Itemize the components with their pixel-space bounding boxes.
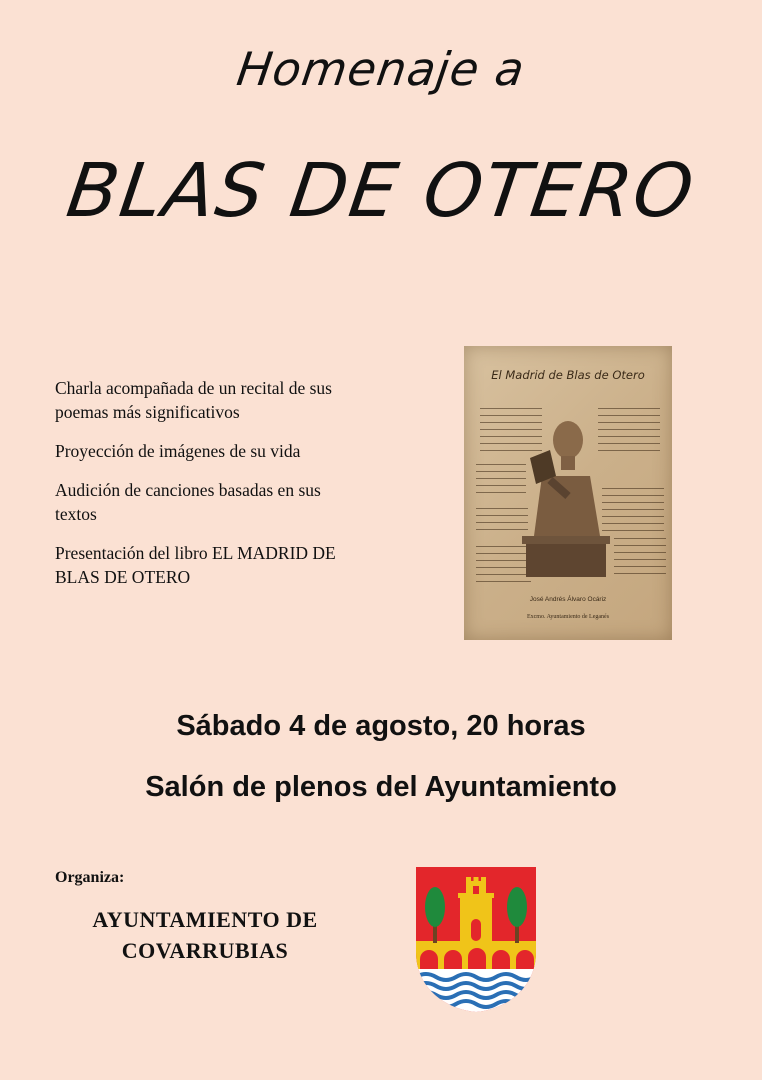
- organizer-label: Organiza:: [55, 869, 125, 886]
- activity-item: Presentación del libro EL MADRID DE BLAS DE OTERO: [55, 543, 336, 587]
- activity-item: Charla acompañada de un recital de sus poemas más significativos: [55, 378, 332, 422]
- poster-title: BLAS DE OTERO: [61, 148, 701, 234]
- activity-item: Audición de canciones basadas en sus textos: [55, 480, 321, 524]
- event-venue: Salón de plenos del Ayuntamiento: [145, 771, 617, 803]
- coat-of-arms-icon: [416, 867, 536, 1012]
- poster-subtitle: Homenaje a: [233, 42, 529, 96]
- organizer-name: AYUNTAMIENTO DE COVARRUBIAS: [92, 907, 318, 963]
- book-cover-publisher: Excmo. Ayuntamiento de Leganés: [526, 614, 610, 620]
- book-cover-image: [464, 346, 672, 640]
- book-cover-title: El Madrid de Blas de Otero: [491, 368, 645, 382]
- book-cover-author: José Andrés Álvaro Ocáriz: [529, 596, 607, 603]
- event-date-time: Sábado 4 de agosto, 20 horas: [176, 710, 586, 742]
- activity-item: Proyección de imágenes de su vida: [55, 441, 301, 461]
- activities-list: [55, 376, 365, 604]
